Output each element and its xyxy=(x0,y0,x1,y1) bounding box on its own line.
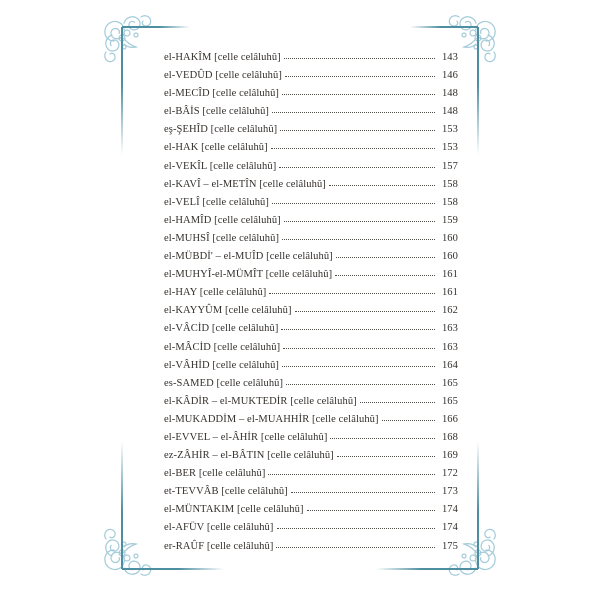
toc-entry-page-number: 148 xyxy=(441,106,458,118)
toc-entry-page-number: 157 xyxy=(441,160,458,172)
toc-leader-dots xyxy=(284,58,435,59)
toc-entry-label: el-VEKÎL [celle celâluhû] xyxy=(164,160,277,172)
toc-entry-row xyxy=(164,429,458,447)
corner-flourish-icon xyxy=(100,518,156,580)
frame-line-top-left xyxy=(122,26,190,28)
toc-entry-row xyxy=(164,393,458,411)
toc-entry-row xyxy=(164,447,458,465)
toc-entry-row xyxy=(164,501,458,519)
toc-leader-dots xyxy=(277,528,436,529)
toc-entry-label: el-VELÎ [celle celâluhû] xyxy=(164,196,270,208)
toc-entry-page-number: 143 xyxy=(441,52,458,63)
toc-entry-label: el-HAKÎM [celle celâluhû] xyxy=(164,52,281,63)
frame-line-bottom-left xyxy=(122,568,224,570)
toc-leader-dots xyxy=(271,148,435,149)
toc-entry-page-number: 175 xyxy=(441,540,458,552)
toc-leader-dots xyxy=(272,203,435,204)
toc-entry-row xyxy=(164,176,458,194)
toc-entry-label: el-HAK [celle celâluhû] xyxy=(164,142,268,154)
toc-leader-dots xyxy=(272,112,435,113)
toc-entry-row xyxy=(164,212,458,230)
toc-entry-page-number: 158 xyxy=(441,178,458,190)
toc-entry-label: el-MÜBDİ' – el-MUÎD [celle celâluhû] xyxy=(164,251,333,263)
toc-entry-label: el-VÂCİD [celle celâluhû] xyxy=(164,323,279,335)
toc-entry-label: el-MUKADDİM – el-MUAHHİR [celle celâluhû] xyxy=(164,413,379,425)
toc-entry-page-number: 162 xyxy=(441,305,458,317)
toc-leader-dots xyxy=(307,510,435,511)
toc-entry-row xyxy=(164,139,458,157)
frame-line-right-lower xyxy=(477,441,479,569)
toc-entry-label: el-HAMÎD [celle celâluhû] xyxy=(164,214,281,226)
toc-entry-page-number: 165 xyxy=(441,395,458,407)
toc-entry-row xyxy=(164,284,458,302)
toc-entry-page-number: 165 xyxy=(441,377,458,389)
toc-entry-label: er-RAÛF [celle celâluhû] xyxy=(164,540,274,552)
toc-entry-page-number: 174 xyxy=(441,522,458,534)
toc-entry-label: el-MÜNTAKIM [celle celâluhû] xyxy=(164,504,304,516)
frame-line-left-lower xyxy=(121,441,123,569)
toc-leader-dots xyxy=(282,366,435,367)
toc-entry-row xyxy=(164,266,458,284)
toc-entry-label: el-HAY [celle celâluhû] xyxy=(164,287,267,299)
toc-entry-label: et-TEVVÂB [celle celâluhû] xyxy=(164,486,288,498)
toc-leader-dots xyxy=(295,311,435,312)
toc-entry-row xyxy=(164,121,458,139)
toc-leader-dots xyxy=(286,384,435,385)
toc-entry-page-number: 168 xyxy=(441,431,458,443)
toc-leader-dots xyxy=(284,221,435,222)
toc-leader-dots xyxy=(337,456,435,457)
toc-entry-row xyxy=(164,411,458,429)
toc-entry-page-number: 160 xyxy=(441,232,458,244)
toc-entry-label: el-KÂDİR – el-MUKTEDİR [celle celâluhû] xyxy=(164,395,357,407)
toc-entry-row xyxy=(164,103,458,121)
toc-entry-label: es-SAMED [celle celâluhû] xyxy=(164,377,284,389)
toc-entry-page-number: 153 xyxy=(441,124,458,136)
toc-entry-page-number: 166 xyxy=(441,413,458,425)
toc-leader-dots xyxy=(282,239,435,240)
frame-line-right-upper xyxy=(477,27,479,155)
toc-leader-dots xyxy=(279,167,435,168)
toc-entry-row xyxy=(164,465,458,483)
toc-entry-page-number: 159 xyxy=(441,214,458,226)
toc-entry-row xyxy=(164,375,458,393)
toc-entry-page-number: 160 xyxy=(441,251,458,263)
toc-leader-dots xyxy=(329,185,435,186)
toc-leader-dots xyxy=(382,420,435,421)
toc-leader-dots xyxy=(282,94,435,95)
toc-entry-row xyxy=(164,49,458,67)
toc-entry-page-number: 148 xyxy=(441,88,458,100)
toc-leader-dots xyxy=(335,275,435,276)
toc-entry-label: el-MÂCİD [celle celâluhû] xyxy=(164,341,281,353)
toc-entry-label: el-VÂHİD [celle celâluhû] xyxy=(164,359,280,371)
toc-entry-page-number: 153 xyxy=(441,142,458,154)
toc-entry-row xyxy=(164,357,458,375)
toc-leader-dots xyxy=(269,293,435,294)
toc-leader-dots xyxy=(360,402,435,403)
toc-entry-page-number: 169 xyxy=(441,450,458,462)
toc-entry-label: el-MECÎD [celle celâluhû] xyxy=(164,88,280,100)
toc-entry-label: ez-ZÂHİR – el-BÂTIN [celle celâluhû] xyxy=(164,450,334,462)
toc-leader-dots xyxy=(283,348,435,349)
toc-entry-row xyxy=(164,67,458,85)
toc-list xyxy=(164,49,458,556)
toc-entry-page-number: 158 xyxy=(441,196,458,208)
toc-entry-page-number: 161 xyxy=(441,287,458,299)
toc-entry-row xyxy=(164,248,458,266)
toc-leader-dots xyxy=(291,492,435,493)
toc-entry-label: el-KAVÎ – el-METÎN [celle celâluhû] xyxy=(164,178,326,190)
toc-entry-label: el-MUHSÎ [celle celâluhû] xyxy=(164,232,280,244)
toc-entry-label: el-BÂİS [celle celâluhû] xyxy=(164,106,270,118)
toc-entry-label: el-VEDÛD [celle celâluhû] xyxy=(164,70,282,82)
toc-entry-page-number: 146 xyxy=(441,70,458,82)
toc-leader-dots xyxy=(276,547,435,548)
frame-line-top-right xyxy=(410,26,478,28)
toc-leader-dots xyxy=(268,474,435,475)
toc-leader-dots xyxy=(280,130,435,131)
toc-entry-page-number: 164 xyxy=(441,359,458,371)
toc-entry-row xyxy=(164,85,458,103)
toc-entry-row xyxy=(164,519,458,537)
toc-entry-page-number: 172 xyxy=(441,468,458,480)
toc-entry-label: el-MUHYÎ-el-MÜMÎT [celle celâluhû] xyxy=(164,269,333,281)
frame-line-bottom-right xyxy=(376,568,478,570)
toc-entry-page-number: 161 xyxy=(441,269,458,281)
toc-entry-row xyxy=(164,538,458,556)
toc-entry-page-number: 163 xyxy=(441,323,458,335)
toc-entry-row xyxy=(164,320,458,338)
corner-flourish-icon xyxy=(100,11,156,73)
toc-entry-label: el-KAYYÛM [celle celâluhû] xyxy=(164,305,292,317)
toc-leader-dots xyxy=(281,329,435,330)
toc-entry-page-number: 173 xyxy=(441,486,458,498)
toc-entry-label: el-BER [celle celâluhû] xyxy=(164,468,266,480)
toc-entry-row xyxy=(164,158,458,176)
toc-leader-dots xyxy=(336,257,435,258)
toc-entry-row xyxy=(164,483,458,501)
frame-line-left-upper xyxy=(121,27,123,155)
toc-entry-page-number: 163 xyxy=(441,341,458,353)
toc-entry-label: el-AFÜV [celle celâluhû] xyxy=(164,522,274,534)
toc-entry-page-number: 174 xyxy=(441,504,458,516)
toc-entry-row xyxy=(164,230,458,248)
toc-entry-label: el-EVVEL – el-ÂHİR [celle celâluhû] xyxy=(164,431,328,443)
toc-entry-row xyxy=(164,194,458,212)
toc-entry-row xyxy=(164,339,458,357)
toc-entry-row xyxy=(164,302,458,320)
toc-leader-dots xyxy=(330,438,435,439)
toc-entry-label: eş-ŞEHÎD [celle celâluhû] xyxy=(164,124,278,136)
toc-leader-dots xyxy=(285,76,435,77)
